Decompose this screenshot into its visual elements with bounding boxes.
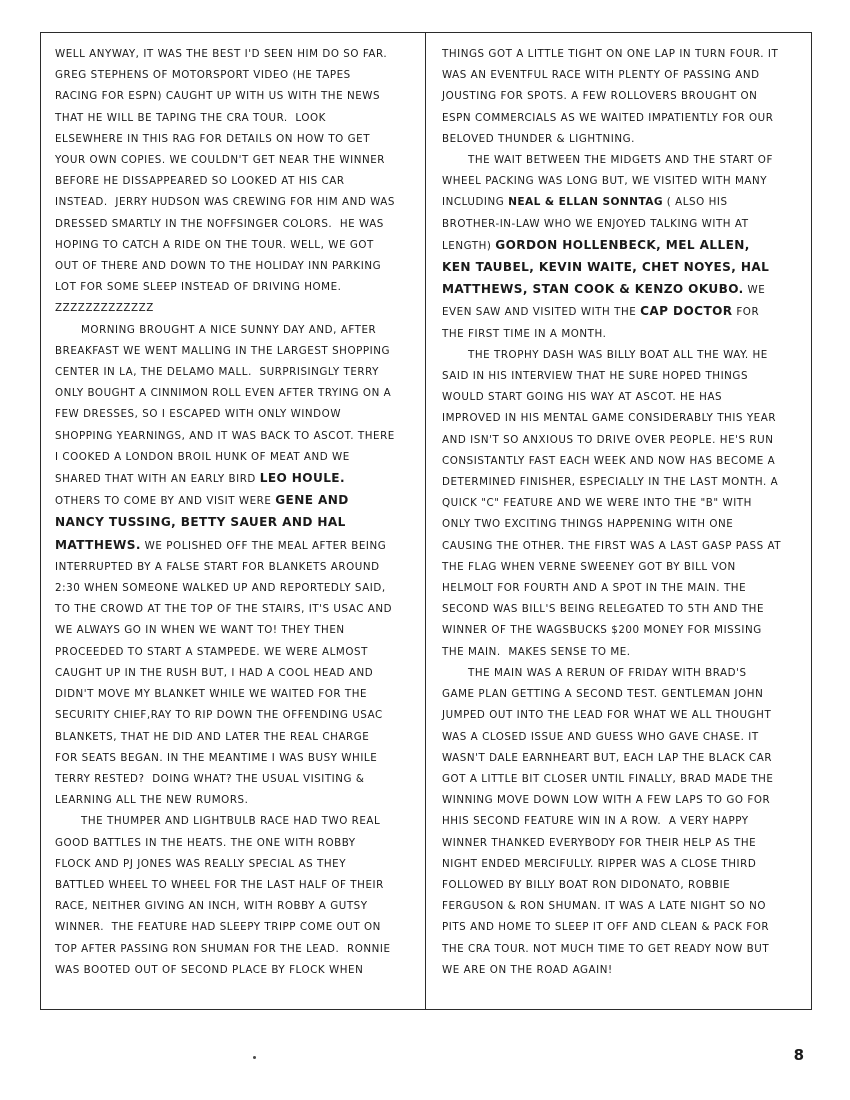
paragraph: WELL ANYWAY, IT WAS THE BEST I'D SEEN HIM DO SO FAR. GREG STEPHENS OF MOTORSPORT VIDEO (HE TAPES RACING FOR ESPN) CAUGHT UP WITH US WITH THE NEWS THAT HE WILL BE TAPING THE CRA TOUR. LOOK ELSEWHERE IN THIS RAG FOR DETAILS ON HOW TO GET YOUR OWN COPIES. WE COULDN'T GET NEAR THE WINNER BEFORE HE DISSAPPEARED SO LOOKED AT HIS CAR INSTEAD. JERRY HUDSON WAS CREWING FOR HIM AND WAS DRESSED SMARTLY IN THE NOFFSINGER COLORS. HE WAS HOPING TO CATCH A RIDE ON THE TOUR. WELL, WE GOT OUT OF THERE AND DOWN TO THE HOLIDAY INN PARKING LOT FOR SOME SLEEP INSTEAD OF DRIVING HOME. [55,48,399,294]
name-highlight: LEO HOULE. [259,471,345,486]
paragraph: THINGS GOT A LITTLE TIGHT ON ONE LAP IN TURN FOUR. IT WAS AN EVENTFUL RACE WITH PLENTY OF PASSING AND JOUSTING FOR SPOTS. A FEW ROLLOVERS BROUGHT ON ESPN COMMERCIALS AS WE WAITED IMPATIENTLY FOR OUR BELOVED THUNDER & LIGHTNING. [442,48,783,145]
left-column [55,44,399,981]
page-number: 8 [793,1046,804,1064]
scan-speck [253,1056,256,1059]
scan-edge-mark [811,545,812,663]
name-highlight: CAP DOCTOR [640,304,733,319]
paragraph-zzz: ZZZZZZZZZZZZZ [55,302,154,315]
name-highlight: GENE AND NANCY TUSSING, BETTY SAUER AND HAL MATTHEWS. [55,493,354,552]
paragraph: THE MAIN WAS A RERUN OF FRIDAY WITH BRAD'S GAME PLAN GETTING A SECOND TEST. GENTLEMAN JOHN JUMPED OUT INTO THE LEAD FOR WHAT WE ALL THOUGHT WAS A CLOSED ISSUE AND GUESS WHO GAVE CHASE. IT WASN'T DALE EARNHEART BUT, EACH LAP THE BLACK CAR GOT A LITTLE BIT CLOSER UNTIL FINALLY, BRAD MADE THE WINNING MOVE DOWN LOW WITH A FEW LAPS TO GO FOR HHIS SECOND FEATURE WIN IN A ROW. A VERY HAPPY WINNER THANKED EVERYBODY FOR THEIR HELP AS THE NIGHT ENDED MERCIFULLY. RIPPER WAS A CLOSE THIRD FOLLOWED BY BILLY BOAT RON DIDONATO, ROBBIE FERGUSON & RON SHUMAN. IT WAS A LATE NIGHT SO NO PITS AND HOME TO SLEEP IT OFF AND CLEAN & PACK FOR THE CRA TOUR. NOT MUCH TIME TO GET READY NOW BUT WE ARE ON THE ROAD AGAIN! [442,666,778,976]
column-divider [425,32,426,1010]
paragraph: THE WAIT BETWEEN THE MIDGETS AND THE START OF WHEEL PACKING WAS LONG BUT, WE VISITED WITH MANY INCLUDING NEAL & ELLAN SONNTAG ( ALSO HIS BROTHER-IN-LAW WHO WE ENJOYED TALKING WITH AT LENGTH) GORDON HOLLENBECK, MEL ALLEN, KEN TAUBEL, KEVIN WAITE, CHET NOYES, HAL MATTHEWS, STAN COOK & KENZO OKUBO. WE EVEN SAW AND VISITED WITH THE CAP DOCTOR FOR THE FIRST TIME IN A MONTH. [442,154,777,340]
paragraph: THE TROPHY DASH WAS BILLY BOAT ALL THE WAY. HE SAID IN HIS INTERVIEW THAT HE SURE HOPED THINGS WOULD START GOING HIS WAY AT ASCOT. HE HAS IMPROVED IN HIS MENTAL GAME CONSIDERABLY THIS YEAR AND ISN'T SO ANXIOUS TO DRIVE OVER PEOPLE. HE'S RUN CONSISTANTLY FAST EACH WEEK AND NOW HAS BECOME A DETERMINED FINISHER, ESPECIALLY IN THE LAST MONTH. A QUICK "C" FEATURE AND WE WERE INTO THE "B" WITH ONLY TWO EXCITING THINGS HAPPENING WITH ONE CAUSING THE OTHER. THE FIRST WAS A LAST GASP PASS AT THE FLAG WHEN VERNE SWEENEY GOT BY BILL VON HELMOLT FOR FOURTH AND A SPOT IN THE MAIN. THE SECOND WAS BILL'S BEING RELEGATED TO 5TH AND THE WINNER OF THE WAGSBUCKS $200 MONEY FOR MISSING THE MAIN. MAKES SENSE TO ME. [442,348,785,658]
right-column [442,44,785,981]
name-highlight: GORDON HOLLENBECK, MEL ALLEN, KEN TAUBEL, KEVIN WAITE, CHET NOYES, HAL MATTHEWS, STAN COOK & KENZO OKUBO. [442,237,774,297]
scan-edge-mark [811,516,812,538]
paragraph: OTHERS TO COME BY AND VISIT WERE GENE AND NANCY TUSSING, BETTY SAUER AND HAL MATTHEWS. WE POLISHED OFF THE MEAL AFTER BEING INTERRUPTED BY A FALSE START FOR BLANKETS AROUND 2:30 WHEN SOMEONE WALKED UP AND REPORTEDLY SAID, TO THE CROWD AT THE TOP OF THE STAIRS, IT'S USAC AND WE ALWAYS GO IN WHEN WE WANT TO! THEY THEN PROCEEDED TO START A STAMPEDE. WE WERE ALMOST CAUGHT UP IN THE RUSH BUT, I HAD A COOL HEAD AND DIDN'T MOVE MY BLANKET WHILE WE WAITED FOR THE SECURITY CHIEF,RAY TO RIP DOWN THE OFFENDING USAC BLANKETS, THAT HE DID AND LATER THE REAL CHARGE FOR SEATS BEGAN. IN THE MEANTIME I WAS BUSY WHILE TERRY RESTED? DOING WHAT? THE USUAL VISITING & LEARNING ALL THE NEW RUMORS. [55,493,396,807]
name-highlight: NEAL & ELLAN SONNTAG [508,196,663,209]
paragraph: THE THUMPER AND LIGHTBULB RACE HAD TWO REAL GOOD BATTLES IN THE HEATS. THE ONE WITH ROBBY FLOCK AND PJ JONES WAS REALLY SPECIAL AS THEY BATTLED WHEEL TO WHEEL FOR THE LAST HALF OF THEIR RACE, NEITHER GIVING AN INCH, WITH ROBBY A GUTSY WINNER. THE FEATURE HAD SLEEPY TRIPP COME OUT ON TOP AFTER PASSING RON SHUMAN FOR THE LEAD. RONNIE WAS BOOTED OUT OF SECOND PLACE BY FLOCK WHEN [55,815,395,976]
paragraph: MORNING BROUGHT A NICE SUNNY DAY AND, AFTER BREAKFAST WE WENT MALLING IN THE LARGEST SHOPPING CENTER IN LA, THE DELAMO MALL. SURPRISINGLY TERRY ONLY BOUGHT A CINNIMON ROLL EVEN AFTER TRYING ON A FEW DRESSES, SO I ESCAPED WITH ONLY WINDOW SHOPPING YEARNINGS, AND IT WAS BACK TO ASCOT. THERE I COOKED A LONDON BROIL HUNK OF MEAT AND WE SHARED THAT WITH AN EARLY BIRD LEO HOULE. [55,323,399,486]
